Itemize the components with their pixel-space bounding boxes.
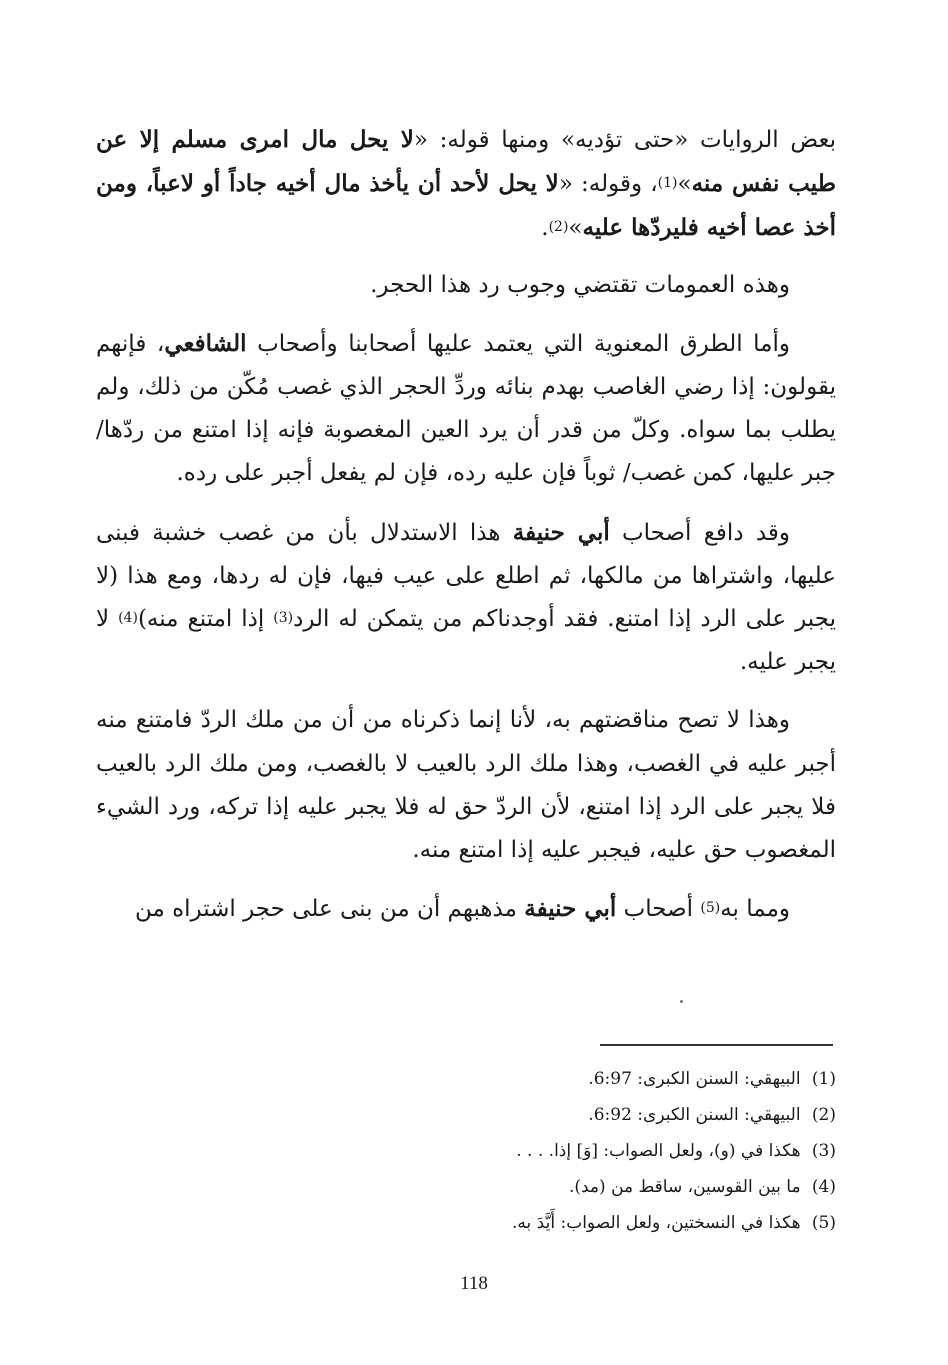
footnote-marker[interactable]: (4) [118,610,138,627]
footnote [96,1097,836,1133]
footnote-marker[interactable]: (3) [273,610,294,627]
footnote-separator [600,1044,833,1046]
text-run: ، فإنهم يقولون: إذا رضي الغاصب بهدم بنائه وردِّ الحجر الذي غصب مُكّن من ذلك، ولم يطلب بما سواه. وكلّ من قدر أن يرد العين المغصوبة فإنه إذا امتنع من ردّها/ جبر عليها، كمن غصب/ ثوباً فإن عليه رده، فإن لم يفعل أجبر على رده. [96,330,836,487]
footnote-number: (1) [811,1069,836,1089]
text-run: » [677,171,692,198]
footnote-number: (5) [811,1213,836,1233]
footnote-number: (4) [811,1177,836,1197]
text-run: مذهبهم أن من بنى على حجر اشتراه من [134,896,525,923]
bold-text: أبي حنيفة [524,895,617,923]
text-run: وقد دافع أصحاب [609,519,790,546]
text-run: إذا امتنع منه) [137,606,274,633]
text-run: وهذا لا تصح مناقضتهم به، لأنا إنما ذكرناه من أن من ملك الردّ فامتنع منه أجبر عليه في الغصب، وهذا ملك الرد بالعيب لا بالغصب، ومن ملك الرد بالعيب فلا يجبر على الرد إذا امتنع، لأن الردّ حق له فلا يجبر عليه إذا تركه، ورد الشيء المغصوب حق عليه، فيجبر عليه إذا امتنع منه. [96,707,836,864]
footnote [96,1061,836,1097]
footnote-text: هكذا في النسختين، ولعل الصواب: أَيَّدَ به. [512,1213,806,1233]
main-text [96,118,836,931]
text-run: لا يجبر عليه. [96,606,836,676]
text-run: وأما الطرق المعنوية التي يعتمد عليها أصحابنا وأصحاب [246,330,791,357]
paragraph [96,264,836,307]
footnote [96,1133,836,1169]
footnote-marker[interactable]: (2) [548,219,569,236]
bold-text: لا يحل لأحد أن يأخذ مال أخيه جاداً أو لاعباً، ومن أخذ عصا أخيه فليردّها عليه [96,170,836,242]
bold-text: الشافعي [164,329,247,357]
stray-mark [680,1000,683,1003]
footnote-text: البيهقي: السنن الكبرى: 6:97. [588,1069,806,1089]
paragraph [96,118,836,251]
paragraph [96,511,836,685]
footnote-text: ما بين القوسين، ساقط من (مد). [568,1177,806,1197]
text-run: » [568,215,583,242]
paragraph [96,322,836,496]
paragraph [96,887,836,931]
footnotes [96,1061,836,1241]
text-run: ومما به [720,896,790,923]
page-number: 118 [460,1273,488,1294]
footnote-number: (3) [811,1141,836,1161]
footnote-marker[interactable]: (5) [700,900,721,917]
bold-text: أبي حنيفة [512,518,610,546]
text-run: ، وقوله: « [558,171,658,198]
footnote [96,1205,836,1241]
bold-text: لا يحل مال امرى مسلم إلا عن طيب نفس منه [96,126,837,198]
text-run: أصحاب [616,896,701,923]
footnote [96,1169,836,1205]
text-run: بعض الروايات «حتى تؤديه» ومنها قوله: « [413,127,836,153]
footnote-marker[interactable]: (1) [657,175,678,192]
text-run: . [541,215,549,242]
text-run: هذا الاستدلال بأن من غصب خشبة فبنى عليها، واشتراها من مالكها، ثم اطلع على عيب فيها، فإن له ردها، ومع هذا (لا يجبر على الرد إذا امتنع. فقد أوجدناكم من يتمكن له الرد [96,519,836,633]
paragraph [96,699,836,872]
footnote-text: هكذا في (و)، ولعل الصواب: [وَ] إذا. . . . [516,1141,806,1161]
footnote-text: البيهقي: السنن الكبرى: 6:92. [588,1105,806,1125]
footnote-number: (2) [811,1105,836,1125]
text-run: وهذه العمومات تقتضي وجوب رد هذا الحجر. [370,271,790,298]
